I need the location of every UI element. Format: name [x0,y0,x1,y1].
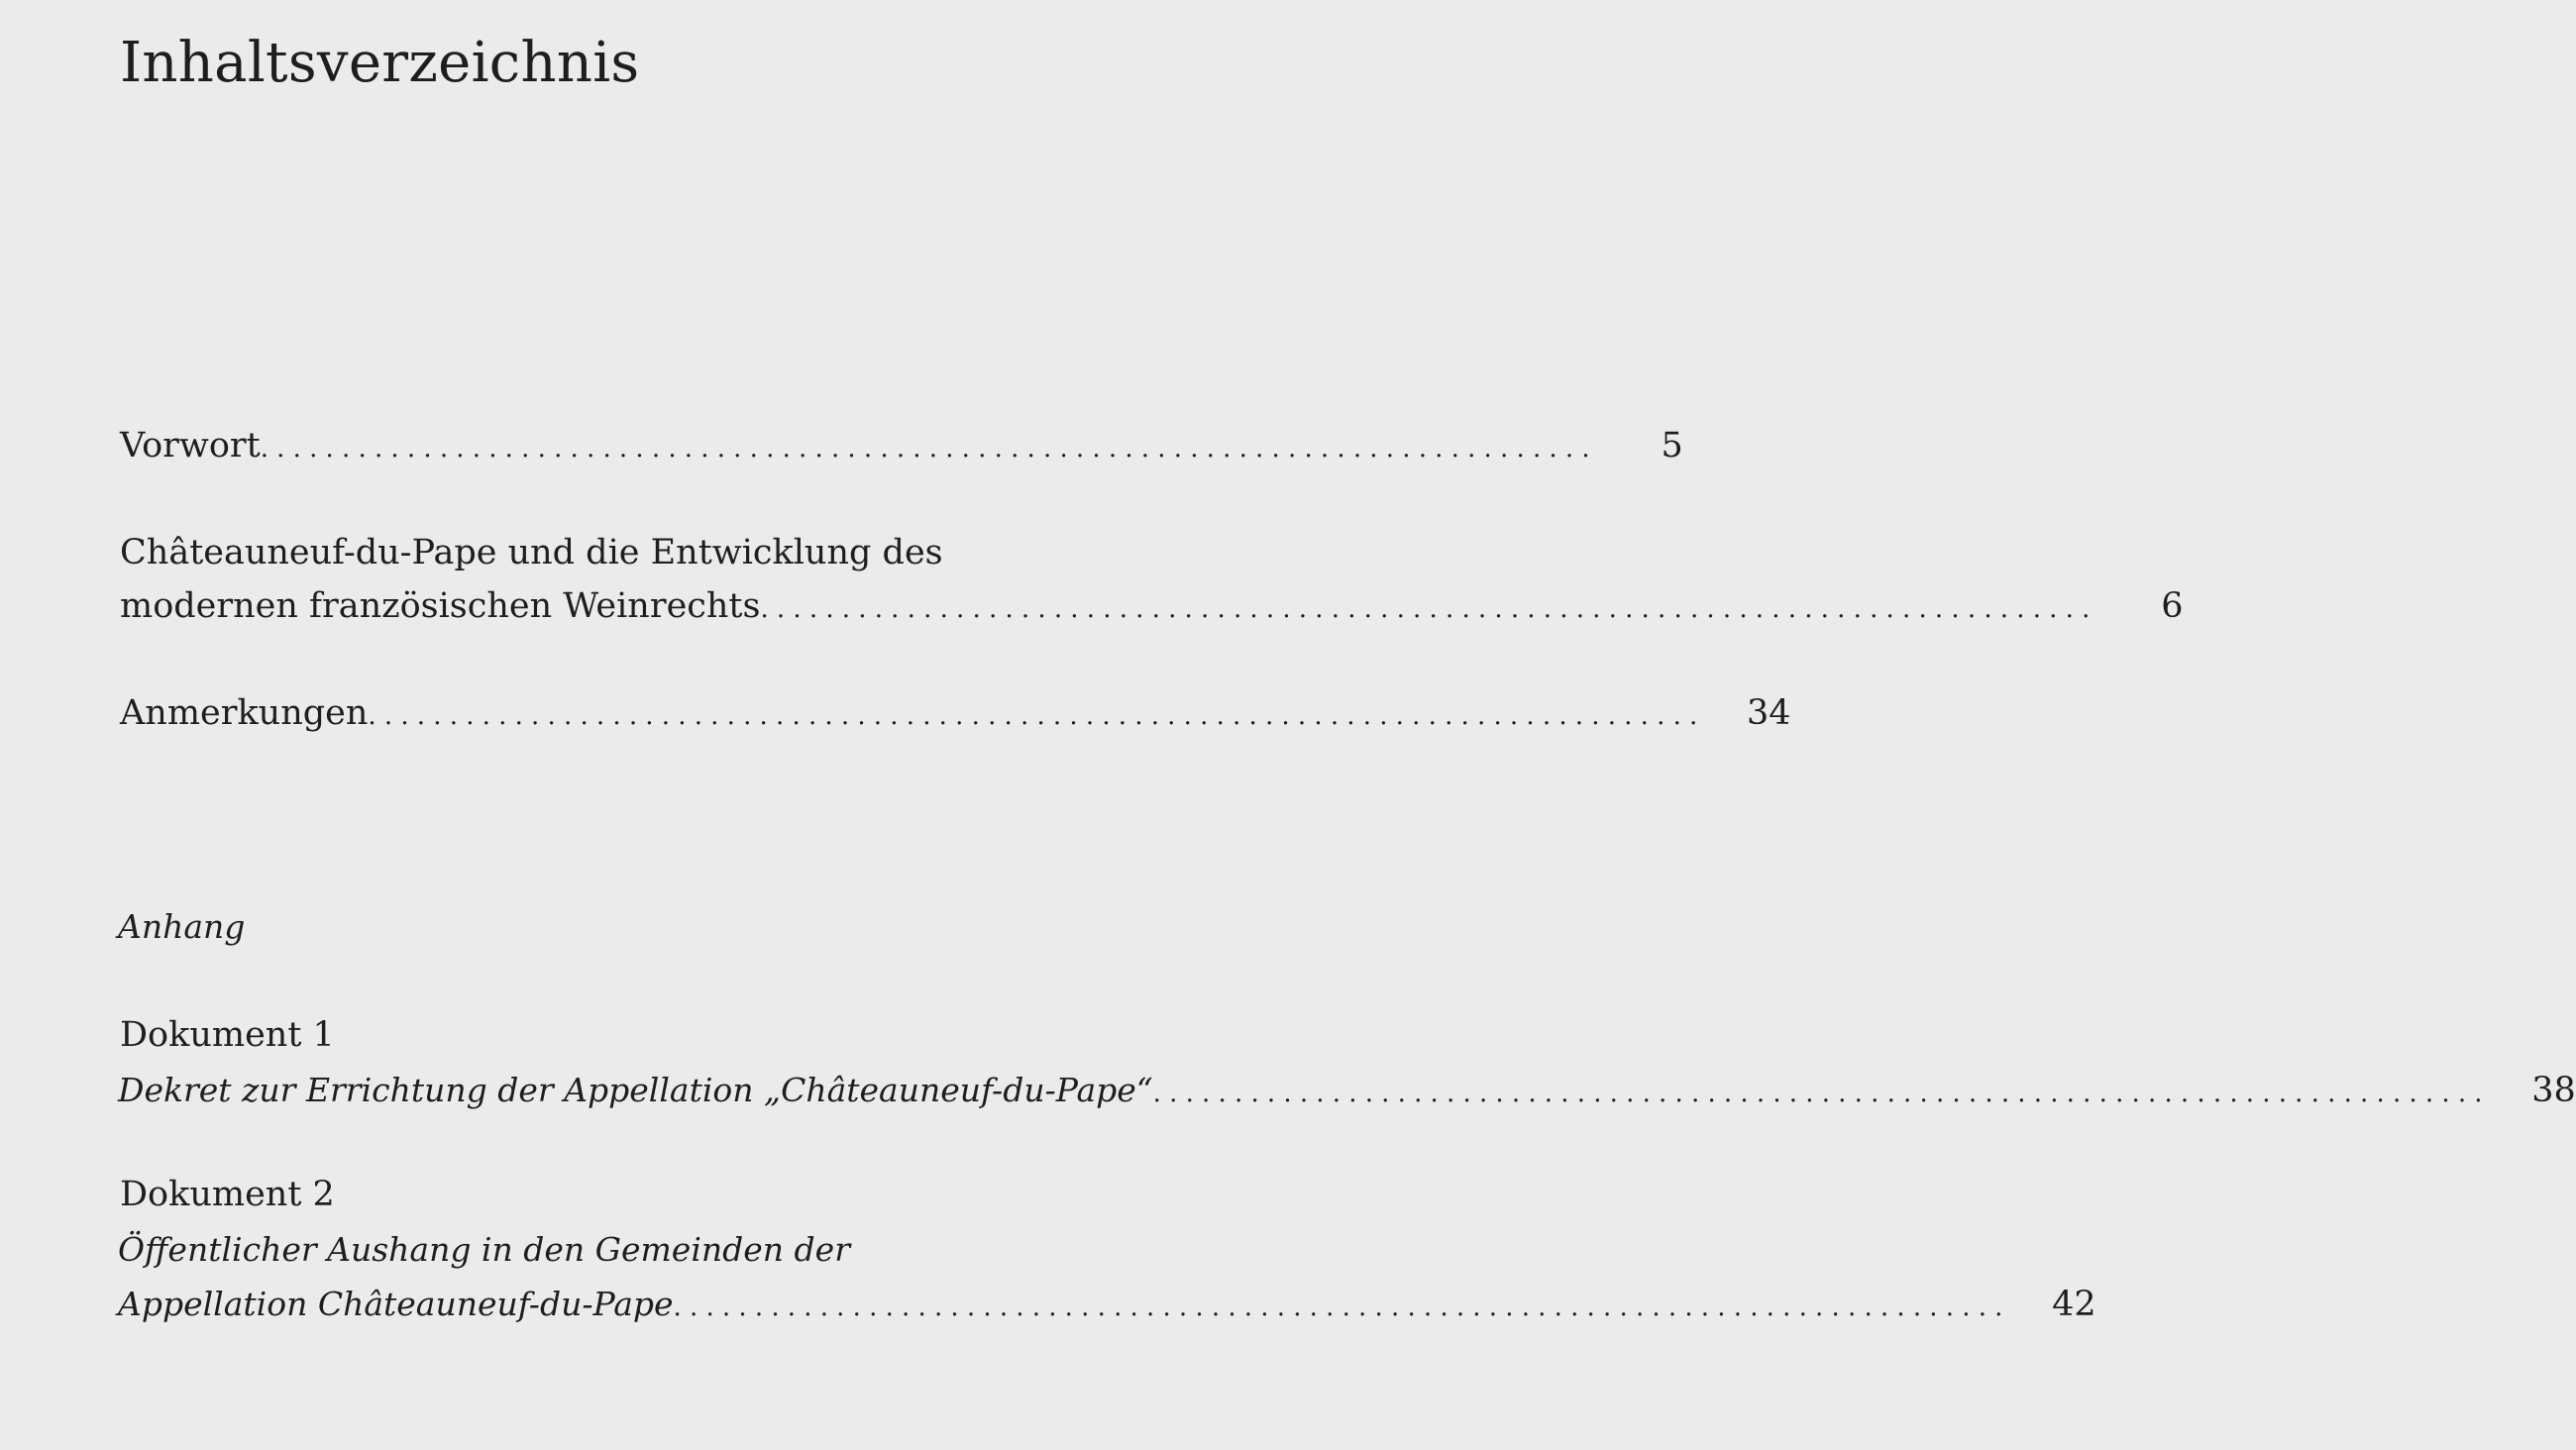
toc-entry-label: Anmerkungen [120,693,369,733]
toc-page-number: 34 [1746,693,1791,733]
dot-leader: .................................................................................. [368,701,1706,731]
toc-entry-dokument1-heading[interactable]: Dokument 1 [120,1015,335,1055]
dot-leader: .................................................................................. [760,594,2098,624]
toc-entry-anmerkungen[interactable] [120,683,1791,743]
toc-entry-label: modernen französischen Weinrechts [120,586,761,626]
toc-entry-dokument2-line1[interactable]: Öffentlicher Aushang in den Gemeinden der [118,1230,850,1269]
toc-page-number: 42 [2052,1285,2096,1324]
toc-entry-chateauneuf[interactable] [120,576,2184,636]
toc-entry-label: Dekret zur Errichtung der Appellation „Châteauneuf-du-Pape“ [118,1071,1153,1109]
dot-leader: .................................................................................. [260,434,1598,464]
toc-entry-dokument2[interactable] [118,1275,2096,1334]
dot-leader: .................................................................................. [1152,1079,2491,1108]
section-heading-anhang: Anhang [118,907,246,946]
toc-entry-dokument2-heading[interactable]: Dokument 2 [120,1175,335,1214]
toc-page-number: 38 [2531,1071,2576,1110]
page-title: Inhaltsverzeichnis [120,31,640,95]
toc-entry-label: Appellation Châteauneuf-du-Pape [118,1285,674,1323]
toc-page-number: 6 [2161,586,2184,626]
toc-entry-chateauneuf-line1[interactable]: Châteauneuf-du-Pape und die Entwicklung des [120,533,943,572]
toc-entry-label: Vorwort [120,426,261,466]
toc-page-number: 5 [1661,426,1683,466]
toc-entry-vorwort[interactable] [120,416,1683,475]
dot-leader: .................................................................................. [673,1293,2011,1322]
toc-entry-dokument1[interactable] [118,1061,2576,1120]
